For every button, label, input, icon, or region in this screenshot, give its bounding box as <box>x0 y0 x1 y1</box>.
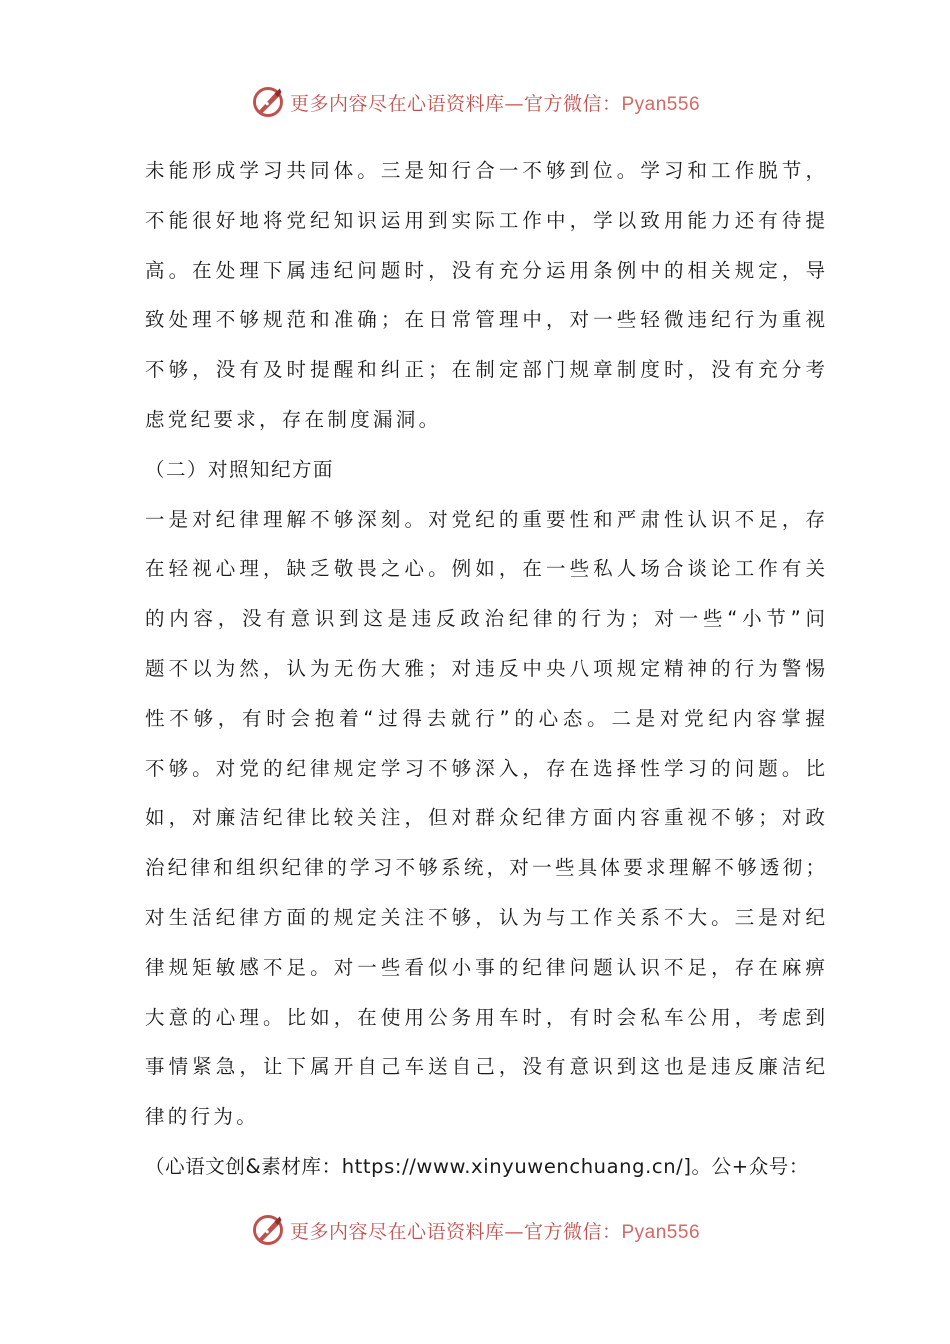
section-heading: （二）对照知纪方面 <box>145 457 335 481</box>
header-banner <box>0 82 950 122</box>
body-line: 未能形成学习共同体。三是知行合一不够到位。学习和工作脱节， <box>145 159 825 182</box>
body-line: 如，对廉洁纪律比较关注，但对群众纪律方面内容重视不够；对政 <box>145 806 825 830</box>
banner-text: 更多内容尽在心语资料库—官方微信：Pyan556 <box>289 92 701 115</box>
document-body <box>145 146 825 1192</box>
wechat-id: Pyan556 <box>621 1221 701 1243</box>
body-line: 一是对纪律理解不够深刻。对党纪的重要性和严肃性认识不足，存 <box>145 507 825 531</box>
body-line: 性不够，有时会抱着“过得去就行”的心态。二是对党纪内容掌握 <box>145 706 825 730</box>
pen-nib-circle-icon <box>250 1212 286 1248</box>
body-line: 事情紧急，让下属开自己车送自己，没有意识到这也是违反廉洁纪 <box>145 1055 825 1079</box>
body-line: 不够，没有及时提醒和纠正；在制定部门规章制度时，没有充分考 <box>145 358 825 382</box>
source-link-line: （心语文创&素材库：https://www.xinyuwenchuang.cn/]。公+众号： <box>145 1154 809 1178</box>
pen-nib-circle-icon <box>250 84 286 120</box>
body-line: 不能很好地将党纪知识运用到实际工作中，学以致用能力还有待提 <box>145 208 825 232</box>
body-line: 律的行为。 <box>145 1105 260 1129</box>
body-line: 大意的心理。比如，在使用公务用车时，有时会私车公用，考虑到 <box>145 1005 825 1029</box>
body-line: 致处理不够规范和准确；在日常管理中，对一些轻微违纪行为重视 <box>145 308 825 332</box>
body-line: 对生活纪律方面的规定关注不够，认为与工作关系不大。三是对纪 <box>145 905 825 929</box>
body-line: 律规矩敏感不足。对一些看似小事的纪律问题认识不足，存在麻痹 <box>145 955 825 979</box>
body-line: 高。在处理下属违纪问题时，没有充分运用条例中的相关规定，导 <box>145 258 825 282</box>
body-line: 虑党纪要求，存在制度漏洞。 <box>145 407 442 431</box>
body-line: 在轻视心理，缺乏敬畏之心。例如，在一些私人场合谈论工作有关 <box>145 557 825 581</box>
banner-text: 更多内容尽在心语资料库—官方微信：Pyan556 <box>289 1220 701 1243</box>
body-line: 的内容，没有意识到这是违反政治纪律的行为；对一些“小节”问 <box>145 607 825 631</box>
wechat-id: Pyan556 <box>621 93 701 115</box>
body-line: 题不以为然，认为无伤大雅；对违反中央八项规定精神的行为警惕 <box>145 656 825 680</box>
body-line: 治纪律和组织纪律的学习不够系统，对一些具体要求理解不够透彻； <box>145 856 825 880</box>
footer-banner <box>0 1210 950 1250</box>
body-line: 不够。对党的纪律规定学习不够深入，存在选择性学习的问题。比 <box>145 756 825 780</box>
